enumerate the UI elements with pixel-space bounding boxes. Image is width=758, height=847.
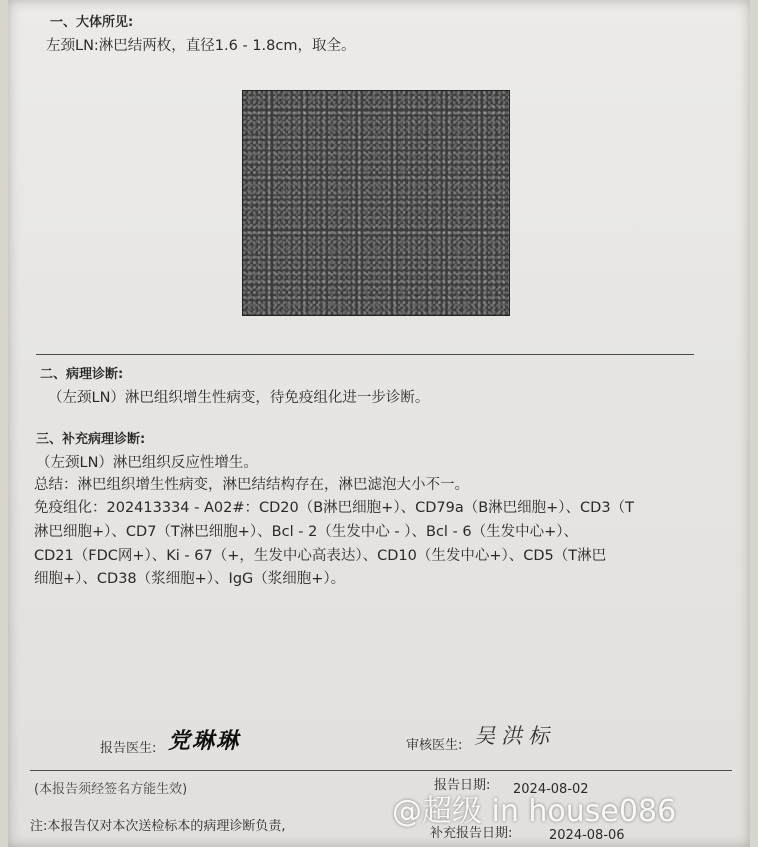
disclaimer-note: 注:本报告仅对本次送检标本的病理诊断负责, — [30, 819, 286, 834]
supplementary-date: 2024-08-06 — [549, 828, 625, 843]
signature-validity-note: (本报告须经签名方能生效) — [34, 782, 188, 797]
supplementary-heading: 三、补充病理诊断: — [36, 432, 146, 447]
diagnosis-heading: 二、病理诊断: — [40, 367, 124, 382]
reviewer-signature: 吴洪标 — [474, 724, 555, 748]
divider-1 — [36, 354, 694, 355]
ihc-line: 免疫组化：202413334 - A02#：CD20（B淋巴细胞+）、CD79a（B淋巴细胞+）、CD3（T — [34, 500, 634, 516]
report-doctor-signature: 党琳琳 — [168, 728, 241, 754]
reviewer-label: 审核医生: — [406, 738, 463, 753]
ihc-line: CD21（FDC网+）、Ki - 67（+，生发中心高表达）、CD10（生发中心+）、CD5（T淋巴 — [34, 548, 607, 564]
gross-text: 左颈LN:淋巴结两枚，直径1.6 - 1.8cm，取全。 — [46, 38, 356, 54]
diagnosis-text: （左颈LN）淋巴组织增生性病变，待免疫组化进一步诊断。 — [48, 390, 430, 406]
micrograph-image — [242, 90, 510, 316]
supplementary-line1: （左颈LN）淋巴组织反应性增生。 — [36, 455, 258, 471]
supplementary-date-label: 补充报告日期: — [430, 826, 513, 841]
report-date: 2024-08-02 — [513, 782, 589, 797]
report-date-label: 报告日期: — [434, 778, 491, 793]
report-doctor-label: 报告医生: — [100, 741, 157, 756]
gross-heading: 一、大体所见: — [50, 15, 134, 30]
ihc-line: 细胞+）、CD38（浆细胞+）、IgG（浆细胞+）。 — [34, 571, 346, 587]
supplementary-summary: 总结：淋巴组织增生性病变，淋巴结结构存在，淋巴滤泡大小不一。 — [34, 477, 469, 493]
divider-2 — [30, 770, 732, 771]
watermark: @超级 in house086 — [392, 794, 677, 829]
ihc-line: 淋巴细胞+）、CD7（T淋巴细胞+）、Bcl - 2（生发中心 - ）、Bcl - 6（生发中心+）、 — [34, 524, 579, 540]
